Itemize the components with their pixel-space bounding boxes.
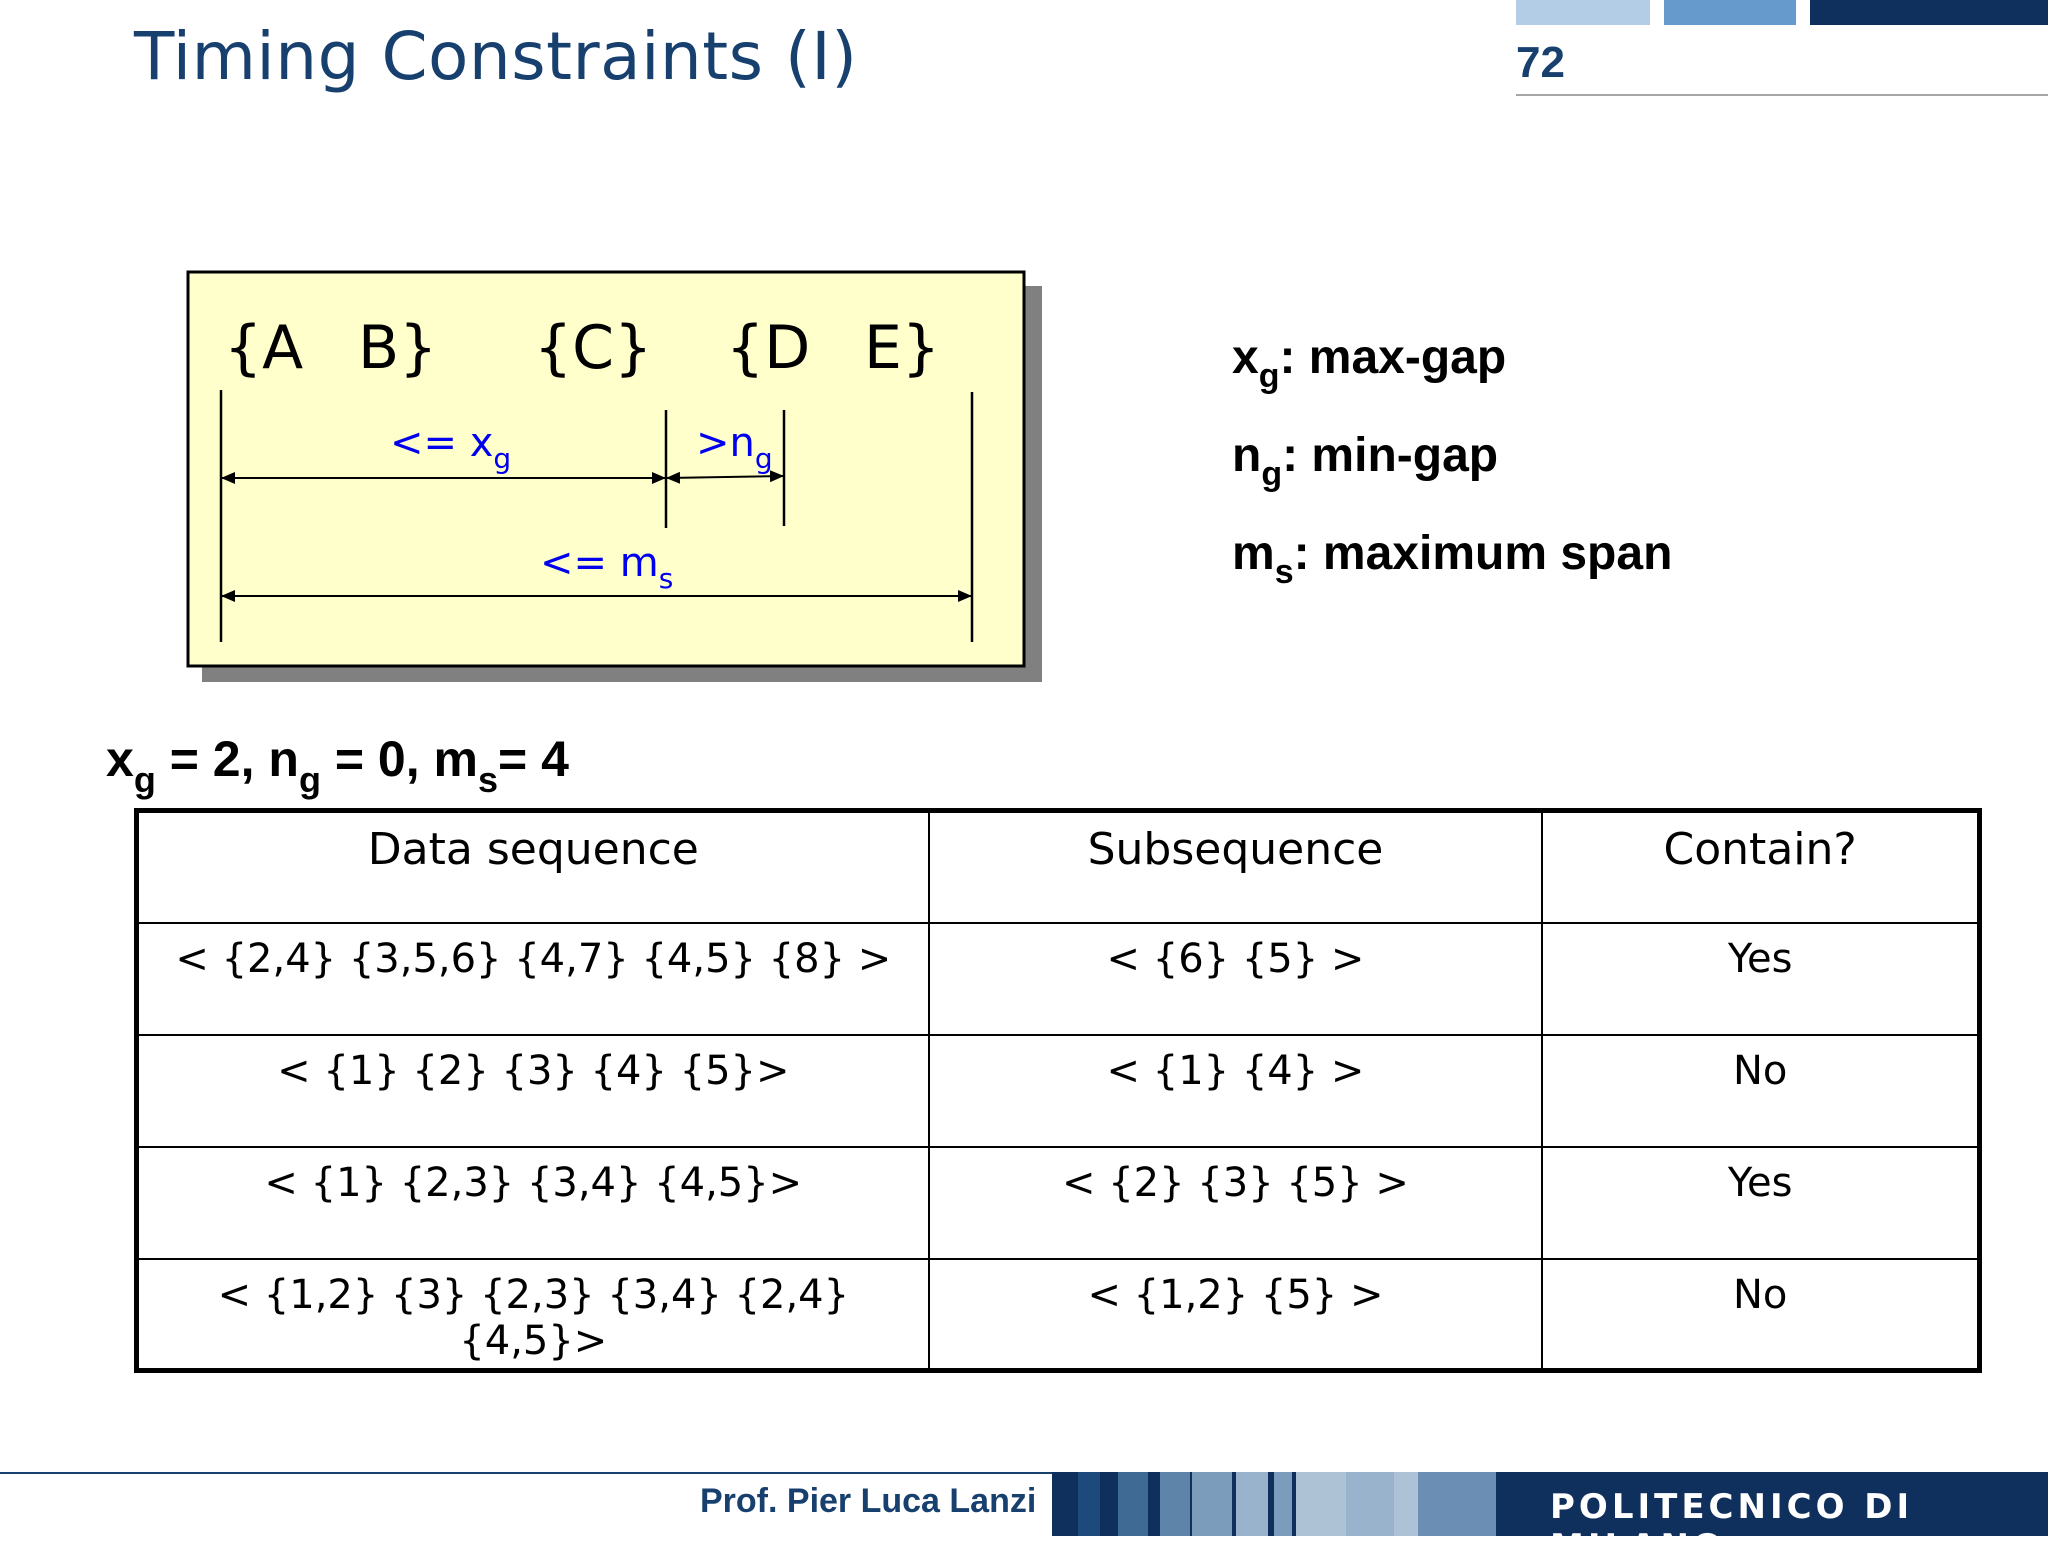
footer-stripe	[1160, 1472, 1190, 1536]
subsequence-cell: < {1} {4} >	[929, 1035, 1543, 1147]
footer-stripe	[1346, 1472, 1394, 1536]
footer-stripe	[1418, 1472, 1496, 1536]
subsequence-cell: < {1,2} {5} >	[929, 1259, 1543, 1371]
table-row	[137, 1147, 1980, 1259]
contain-cell: Yes	[1542, 1147, 1979, 1259]
item-a: {A	[224, 313, 304, 383]
data-sequence-cell: < {2,4} {3,5,6} {4,7} {4,5} {8} >	[137, 923, 929, 1035]
data-sequence-cell: < {1} {2,3} {3,4} {4,5}>	[137, 1147, 929, 1259]
item-e: E}	[864, 313, 941, 383]
subsequence-cell: < {2} {3} {5} >	[929, 1147, 1543, 1259]
item-d: {D	[726, 313, 811, 383]
footer-stripe	[1236, 1472, 1268, 1536]
subsequence-cell: < {6} {5} >	[929, 923, 1543, 1035]
min-gap-label: $>n_g$	[696, 420, 773, 475]
slide-number: 72	[1516, 38, 1565, 87]
header-bar-light	[1516, 0, 1650, 25]
slide-title: Timing Constraints (I)	[134, 18, 858, 95]
contain-cell: No	[1542, 1035, 1979, 1147]
footer-organization: POLITECNICO DI MILANO	[1550, 1487, 1914, 1567]
table-row	[137, 1259, 1980, 1371]
footer-stripe	[1118, 1472, 1148, 1536]
contain-cell: No	[1542, 1259, 1979, 1371]
legend-max-gap: $x_g$: max-gap	[1232, 331, 1507, 395]
footer-stripe	[1394, 1472, 1418, 1536]
span-label: <= $m_s$	[540, 540, 674, 595]
parameter-values: $x_g = 2$, $n_g = 0$, $m_s= 4$	[106, 731, 569, 800]
containment-table	[134, 808, 1982, 1373]
max-gap-label: <= $x_g$	[390, 420, 512, 475]
header-bar-mid	[1664, 0, 1796, 25]
header-data-sequence: Data sequence	[137, 811, 929, 923]
contain-cell: Yes	[1542, 923, 1979, 1035]
header-contain: Contain?	[1542, 811, 1979, 923]
timing-diagram	[186, 270, 1046, 690]
legend-max-span: $m_s$: maximum span	[1232, 527, 1673, 591]
header-rule	[1516, 94, 2048, 96]
footer-stripe	[1078, 1472, 1100, 1536]
header-subsequence: Subsequence	[929, 811, 1543, 923]
table-row	[137, 923, 1980, 1035]
header-bar-dark	[1810, 0, 2048, 25]
item-b: B}	[358, 313, 438, 383]
footer-rule	[0, 1472, 1052, 1474]
footer-stripe	[1296, 1472, 1346, 1536]
table-header-row	[137, 811, 1980, 923]
footer-stripe	[1274, 1472, 1292, 1536]
table-row	[137, 1035, 1980, 1147]
data-sequence-cell: < {1,2} {3} {2,3} {3,4} {2,4} {4,5}>	[137, 1259, 929, 1371]
item-c: {C}	[534, 313, 653, 383]
footer-author: Prof. Pier Luca Lanzi	[700, 1482, 1037, 1520]
data-sequence-cell: < {1} {2} {3} {4} {5}>	[137, 1035, 929, 1147]
legend-min-gap: $n_g$: min-gap	[1232, 429, 1499, 493]
footer-stripe	[1192, 1472, 1232, 1536]
